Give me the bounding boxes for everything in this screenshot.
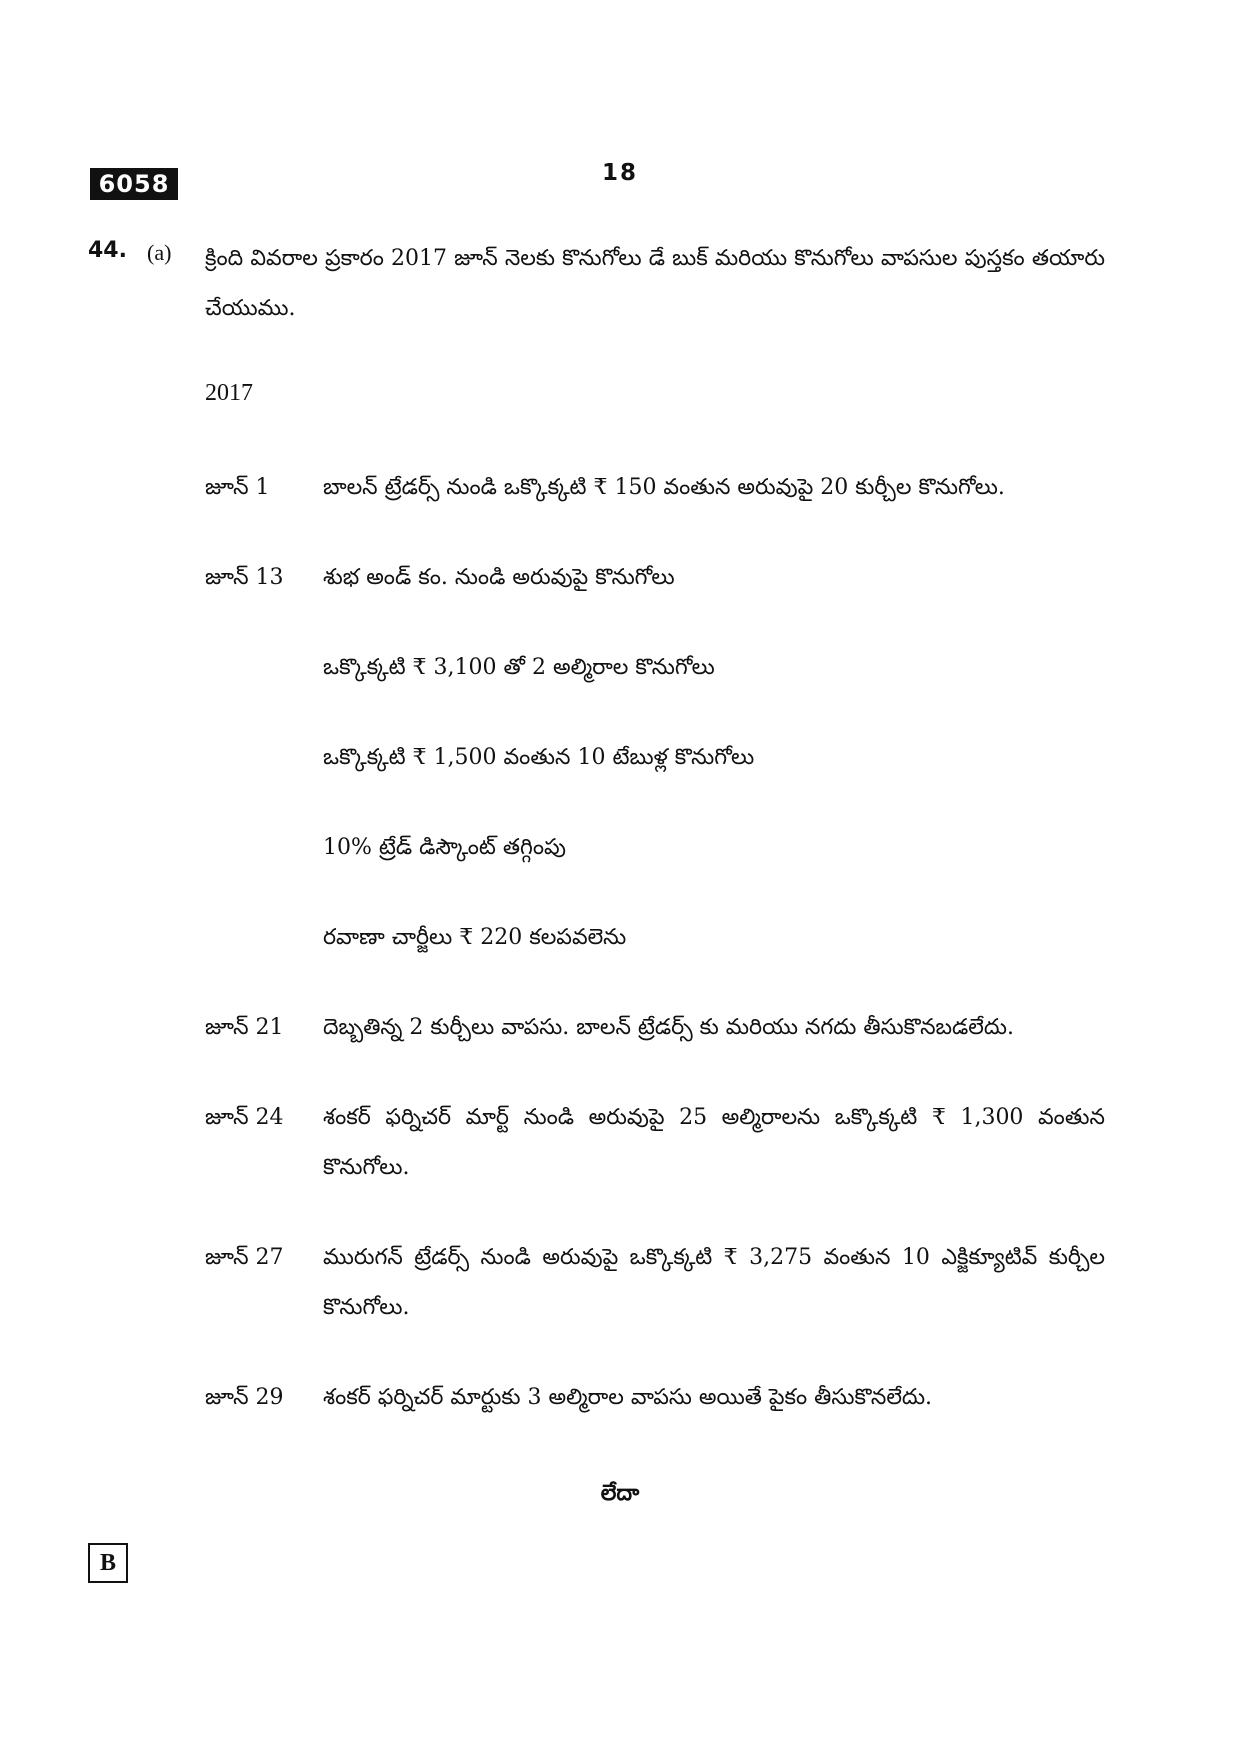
question-text: క్రింది వివరాల ప్రకారం 2017 జూన్ నెలకు కొనుగోలు డే బుక్ మరియు కొనుగోలు వాపసుల పుస్తకం తయారు చేయుము. — [205, 246, 1105, 321]
purchase-detail-line: రవాణా చార్జీలు ₹ 220 కలపవలెను — [323, 925, 627, 950]
transaction-date: జూన్ 13 — [205, 565, 284, 590]
transaction-description: దెబ్బతిన్న 2 కుర్చీలు వాపసు. బాలన్ ట్రేడర్స్ కు మరియు నగదు తీసుకొనబడలేదు. — [323, 1015, 1015, 1040]
transaction-date: జూన్ 24 — [205, 1105, 284, 1130]
purchase-detail-line: ఒక్కొక్కటి ₹ 1,500 వంతున 10 టేబుళ్ల కొనుగోలు — [323, 745, 755, 770]
transaction-date: జూన్ 21 — [205, 1015, 284, 1040]
purchase-detail-line: 10% ట్రేడ్ డిస్కౌంట్ తగ్గింపు — [323, 835, 566, 860]
transaction-date: జూన్ 29 — [205, 1385, 284, 1410]
purchase-detail-line: ఒక్కొక్కటి ₹ 3,100 తో 2 అల్మిరాల కొనుగోలు — [323, 655, 715, 680]
transaction-description: బాలన్ ట్రేడర్స్ నుండి ఒక్కొక్కటి ₹ 150 వంతున అరువుపై 20 కుర్చీల కొనుగోలు. — [323, 475, 1005, 500]
transaction-date: జూన్ 1 — [205, 475, 270, 500]
year-heading: 2017 — [205, 380, 253, 406]
transaction-description: మురుగన్ ట్రేడర్స్ నుండి అరువుపై ఒక్కొక్కటి ₹ 3,275 వంతున 10 ఎక్జిక్యూటివ్ కుర్చీల కొనుగోలు. — [323, 1245, 1105, 1320]
series-badge: B — [88, 1543, 128, 1583]
question-number: 44. — [88, 238, 127, 263]
or-separator: లేదా — [600, 1480, 640, 1506]
paper-code-badge: 6058 — [90, 168, 178, 200]
transaction-description: శంకర్ ఫర్నిచర్ మార్ట్ నుండి అరువుపై 25 అల్మిరాలను ఒక్కొక్కటి ₹ 1,300 వంతున కొనుగోలు. — [323, 1105, 1105, 1180]
transaction-description: శుభ అండ్ కం. నుండి అరువుపై కొనుగోలు — [323, 565, 675, 590]
question-part: (a) — [147, 240, 172, 265]
transaction-description: శంకర్ ఫర్నిచర్ మార్టుకు 3 అల్మిరాల వాపసు అయితే పైకం తీసుకొనలేదు. — [323, 1385, 933, 1410]
transaction-date: జూన్ 27 — [205, 1245, 284, 1270]
page-number: 18 — [601, 160, 638, 186]
